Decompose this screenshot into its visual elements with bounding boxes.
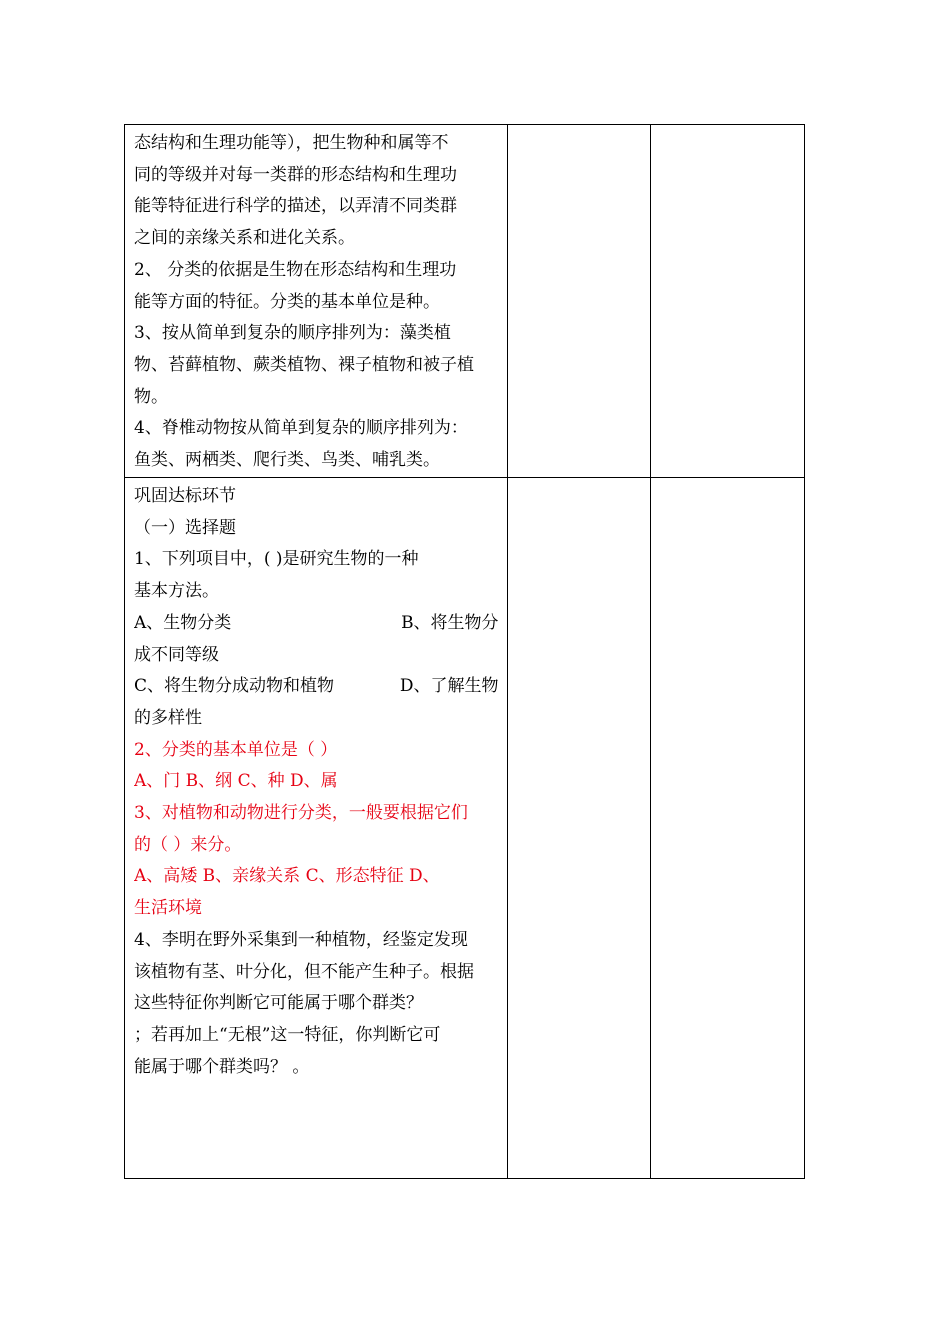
option-c: C、将生物分成动物和植物: [134, 676, 335, 697]
question-2: 2、分类的基本单位是（ ）: [134, 739, 338, 760]
question-1-options-ab: [134, 608, 499, 640]
question-1: 1、下列项目中，( )是研究生物的一种: [134, 549, 419, 570]
question-4-line-2: 该植物有茎、叶分化，但不能产生种子。根据: [134, 961, 474, 982]
question-1-cont: 基本方法。: [134, 581, 219, 602]
content-cell: [125, 478, 508, 1179]
table-row: [125, 125, 805, 478]
lesson-table: [124, 124, 805, 1179]
text-line: 4、脊椎动物按从简单到复杂的顺序排列为：: [134, 418, 468, 439]
question-4: 4、李明在野外采集到一种植物，经鉴定发现: [134, 929, 468, 950]
text-line: 物。: [134, 386, 168, 407]
empty-cell: [650, 478, 804, 1179]
summary-text: [125, 125, 507, 477]
empty-cell: [507, 478, 650, 1179]
option-d-cont: 的多样性: [134, 707, 202, 728]
option-b: B、将生物分: [401, 612, 499, 633]
question-2-options: A、门 B、纲 C、种 D、属: [134, 771, 338, 792]
question-3-cont: 的（ ）来分。: [134, 834, 242, 855]
text-line: 鱼类、两栖类、爬行类、鸟类、哺乳类。: [134, 450, 440, 471]
text-line: 能等方面的特征。分类的基本单位是种。: [134, 291, 440, 312]
question-3-options: A、高矮 B、亲缘关系 C、形态特征 D、: [134, 866, 440, 887]
question-4-line-3: 这些特征你判断它可能属于哪个群类？: [134, 993, 423, 1014]
text-line: 物、苔藓植物、蕨类植物、裸子植物和被子植: [134, 354, 474, 375]
question-3-options-cont: 生活环境: [134, 898, 202, 919]
text-line: 3、按从简单到复杂的顺序排列为：藻类植: [134, 323, 451, 344]
option-d: D、了解生物: [399, 676, 499, 697]
empty-cell: [507, 125, 650, 478]
text-line: 2、 分类的依据是生物在形态结构和生理功: [134, 259, 457, 280]
table-row: [125, 478, 805, 1179]
option-a: A、生物分类: [134, 612, 232, 633]
exercise-text: [125, 478, 507, 1083]
subsection-heading: （一）选择题: [134, 517, 236, 538]
question-1-options-cd: [134, 671, 499, 703]
text-line: 态结构和生理功能等），把生物种和属等不: [134, 133, 449, 153]
question-4-line-5: 能属于哪个群类吗？ 。: [134, 1056, 310, 1077]
option-b-cont: 成不同等级: [134, 644, 219, 665]
section-heading: 巩固达标环节: [134, 486, 236, 506]
empty-cell: [650, 125, 804, 478]
text-line: 之间的亲缘关系和进化关系。: [134, 228, 355, 249]
text-line: 能等特征进行科学的描述，以弄清不同类群: [134, 196, 457, 217]
question-3: 3、对植物和动物进行分类，一般要根据它们: [134, 803, 468, 824]
question-4-line-4: ；若再加上“无根”这一特征，你判断它可: [134, 1024, 441, 1045]
content-cell: [125, 125, 508, 478]
text-line: 同的等级并对每一类群的形态结构和生理功: [134, 164, 457, 185]
